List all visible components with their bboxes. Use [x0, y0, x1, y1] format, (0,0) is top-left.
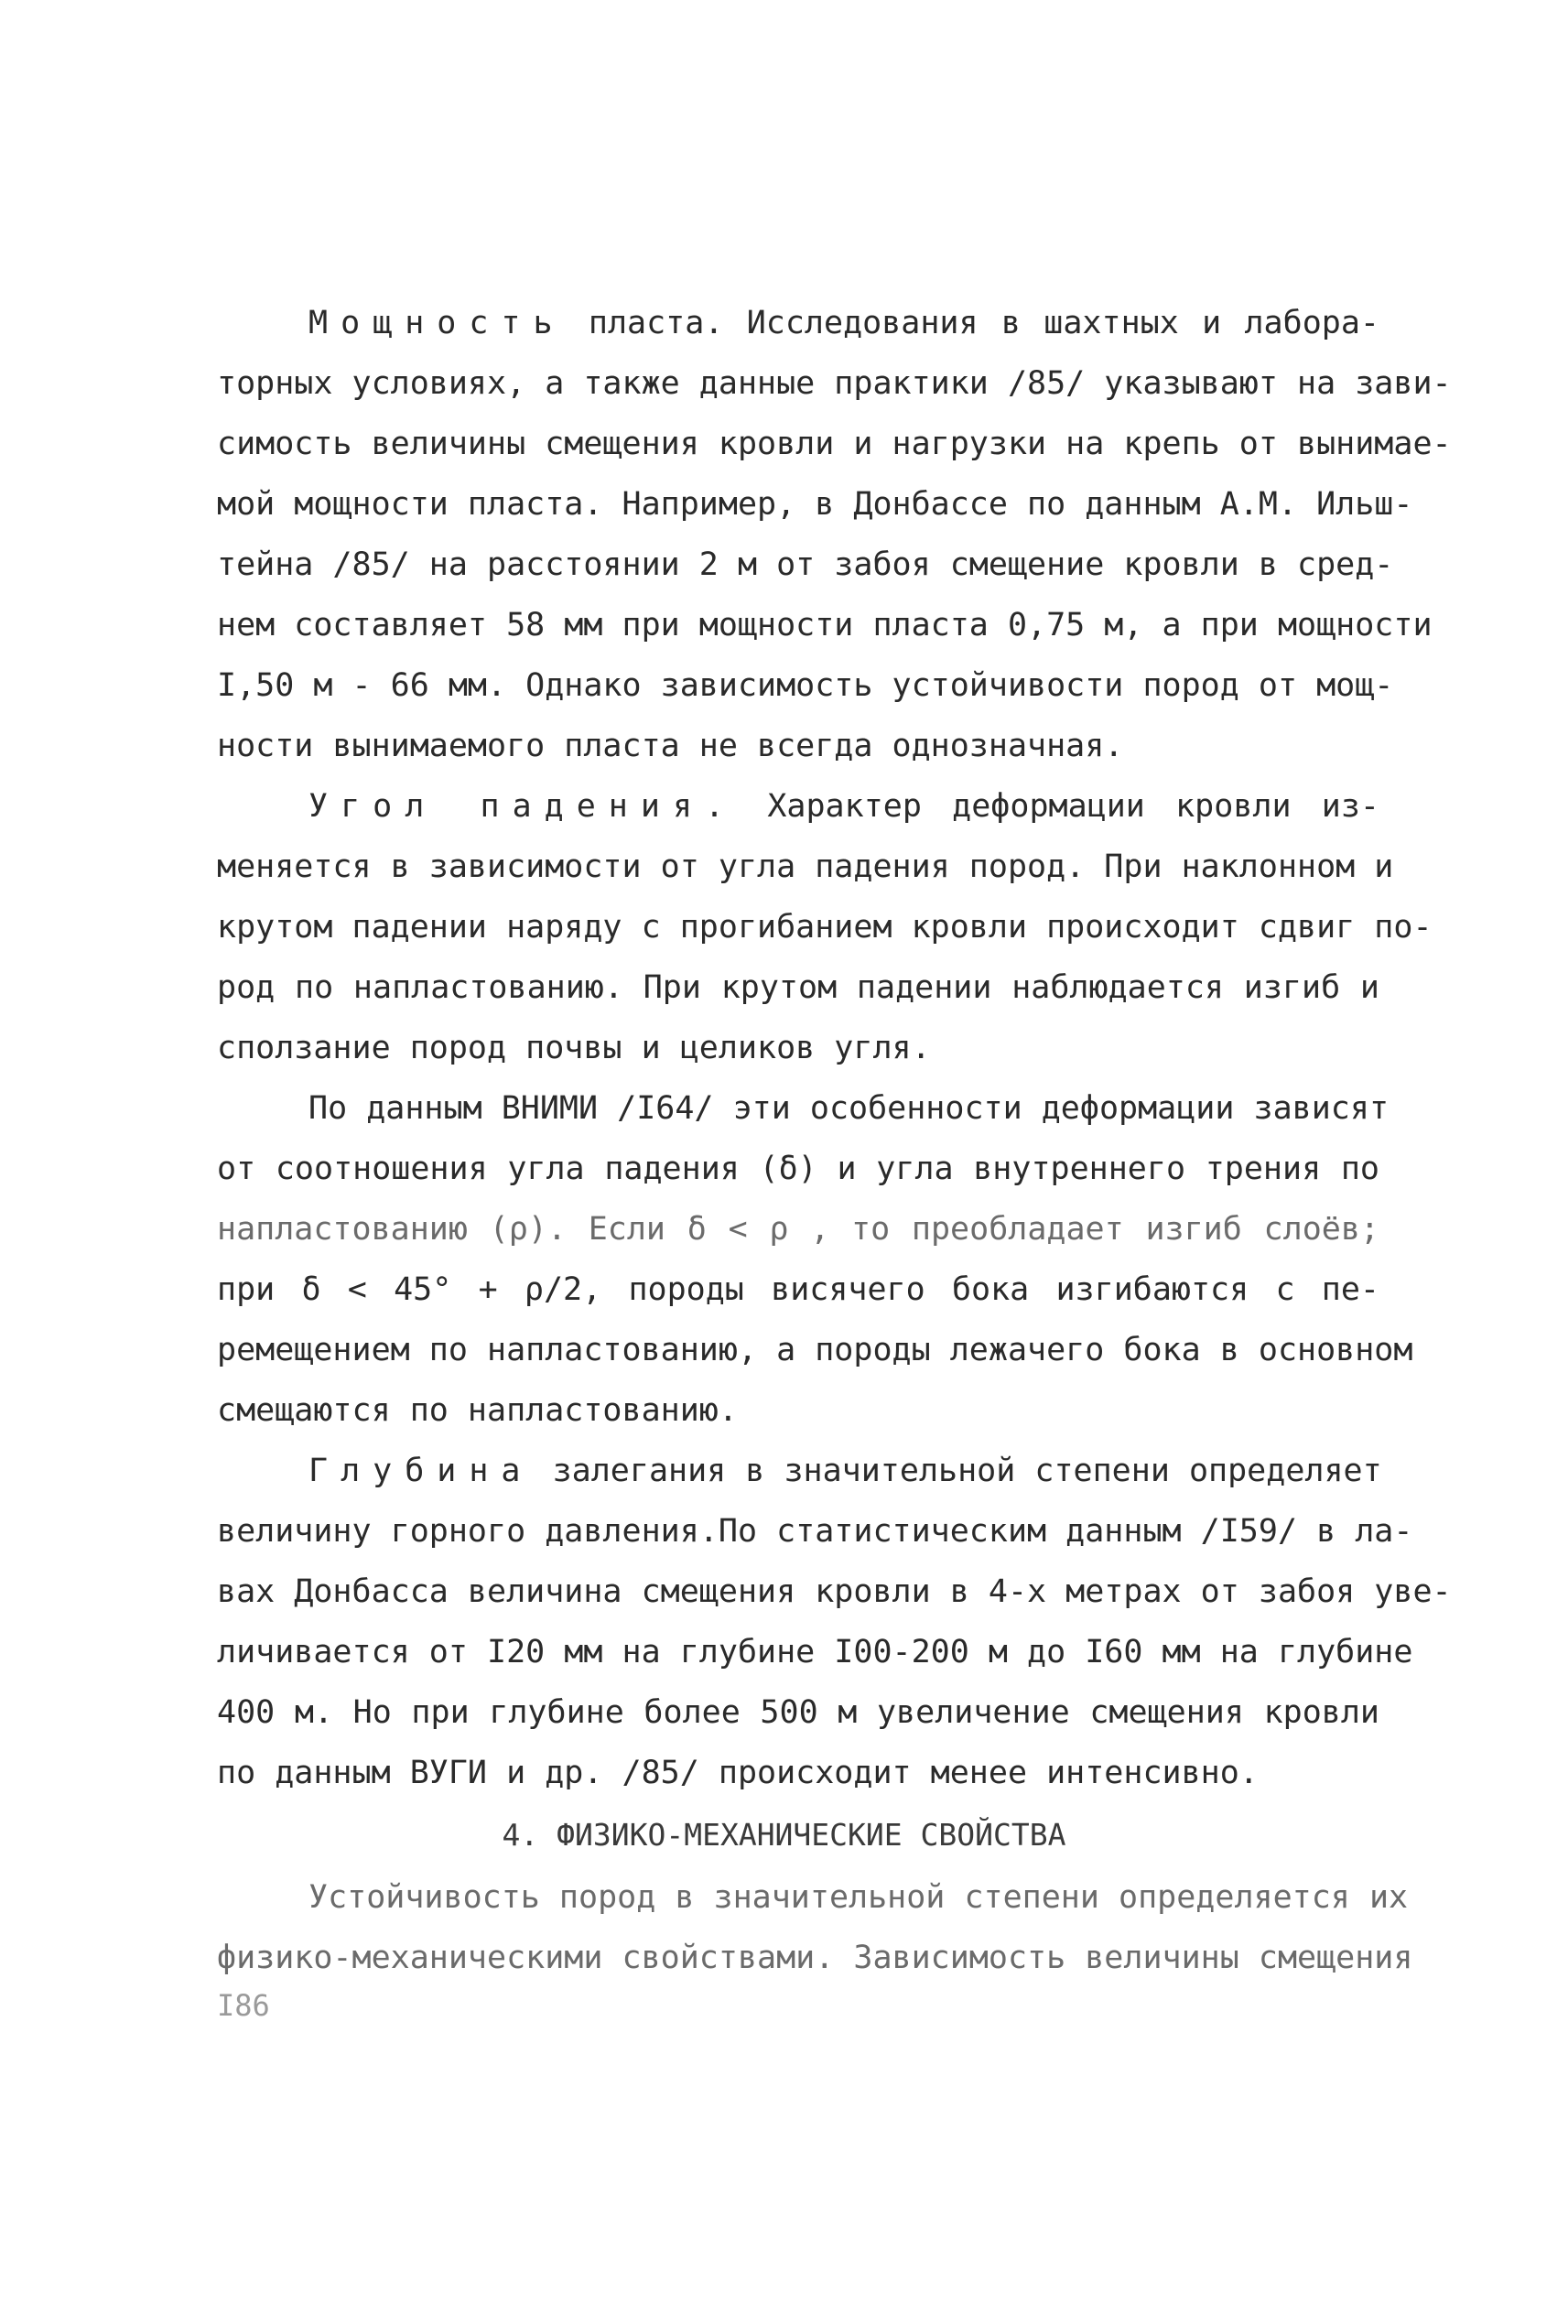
- text-line: при δ < 45° + ρ/2, породы висячего бока изгибаются с пе-: [217, 1271, 1379, 1308]
- text-line: физико-механическими свойствами. Зависимость величины смещения: [217, 1940, 1413, 1976]
- text-line: Устойчивость пород в значительной степени определяется их: [308, 1879, 1409, 1916]
- text-line: 400 м. Но при глубине более 500 м увеличение смещения кровли: [217, 1694, 1379, 1731]
- emphasized-term: Угол падения.: [308, 788, 738, 825]
- section-heading: 4. ФИЗИКО-МЕХАНИЧЕСКИЕ СВОЙСТВА: [502, 1817, 1066, 1853]
- text-line: от соотношения угла падения (δ) и угла внутреннего трения по: [217, 1151, 1379, 1187]
- text-line: ности вынимаемого пласта не всегда однозначная.: [217, 728, 1124, 764]
- line-text: Характер деформации кровли из-: [737, 788, 1379, 825]
- text-line: крутом падении наряду с прогибанием кровли происходит сдвиг по-: [217, 909, 1433, 946]
- emphasized-term: Глубина: [308, 1453, 534, 1489]
- text-line: напластованию (ρ). Если δ < ρ , то преобладает изгиб слоёв;: [217, 1211, 1379, 1248]
- text-line: ремещением по напластованию, а породы лежачего бока в основном: [217, 1332, 1413, 1368]
- text-line: [308, 303, 1379, 343]
- text-line: тейна /85/ на расстоянии 2 м от забоя смещение кровли в сред-: [217, 546, 1394, 583]
- text-line: личивается от I20 мм на глубине I00-200 м до I60 мм на глубине: [217, 1634, 1413, 1670]
- text-line: симость величины смещения кровли и нагрузки на крепь от вынимае-: [217, 426, 1452, 462]
- text-line: По данным ВНИМИ /I64/ эти особенности деформации зависят: [308, 1090, 1390, 1127]
- text-line: меняется в зависимости от угла падения пород. При наклонном и: [217, 849, 1394, 885]
- text-line: род по напластованию. При крутом падении наблюдается изгиб и: [217, 969, 1379, 1006]
- text-line: вах Донбасса величина смещения кровли в 4-х метрах от забоя уве-: [217, 1573, 1452, 1610]
- text-line: [308, 1451, 1382, 1491]
- line-text: залегания в значительной степени определяет: [533, 1453, 1382, 1489]
- text-line: по данным ВУГИ и др. /85/ происходит менее интенсивно.: [217, 1755, 1259, 1791]
- text-line: мой мощности пласта. Например, в Донбассе по данным А.М. Ильш-: [217, 486, 1413, 523]
- emphasized-term: Мощность: [308, 305, 566, 341]
- page-number: I86: [217, 1988, 270, 2023]
- text-line: сползание пород почвы и целиков угля.: [217, 1030, 931, 1066]
- line-text: пласта. Исследования в шахтных и лабора-: [565, 305, 1379, 341]
- text-line: величину горного давления.По статистическим данным /I59/ в ла-: [217, 1513, 1413, 1550]
- text-line: торных условиях, а также данные практики /85/ указывают на зави-: [217, 365, 1452, 402]
- text-line: смещаются по напластованию.: [217, 1392, 738, 1429]
- text-line: нем составляет 58 мм при мощности пласта 0,75 м, а при мощности: [217, 607, 1433, 643]
- text-line: [308, 786, 1379, 827]
- text-line: I,50 м - 66 мм. Однако зависимость устойчивости пород от мощ-: [217, 667, 1394, 704]
